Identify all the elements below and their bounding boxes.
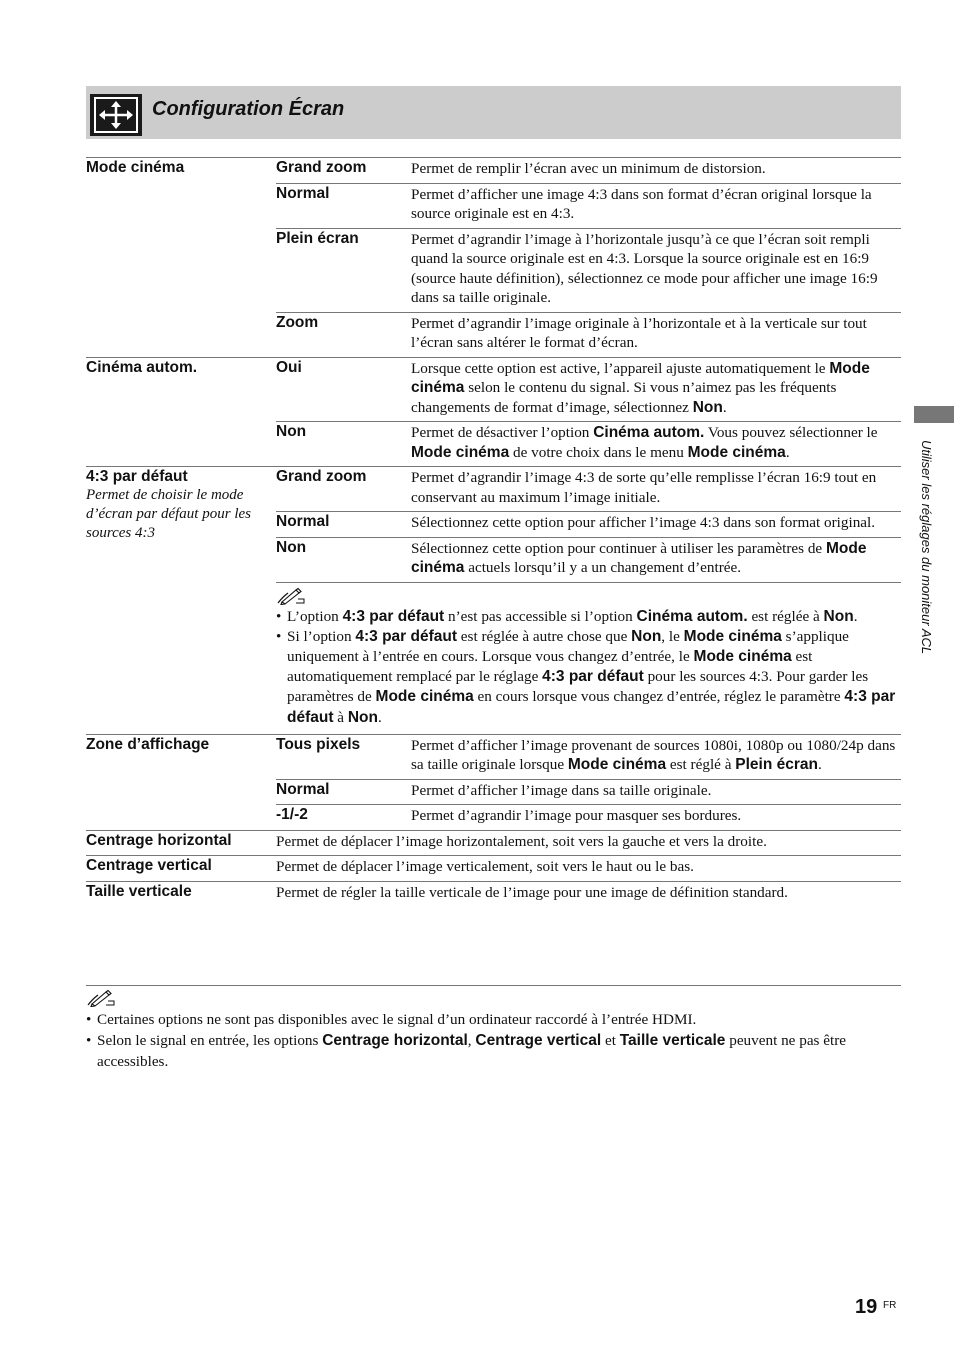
option-description: Sélectionnez cette option pour continuer à utiliser les paramètres de Mode cinéma actuels lorsqu’il y a un changement d’entrée. xyxy=(411,539,867,576)
option-label: Normal xyxy=(276,513,330,530)
option-label: Zoom xyxy=(276,313,319,331)
option-description: Permet de déplacer l’image horizontalement, soit vers la gauche et vers la droite. xyxy=(276,832,767,850)
section-header xyxy=(86,86,901,139)
category-label: Taille verticale xyxy=(86,882,192,900)
note-pencil-icon xyxy=(86,989,116,1007)
category-label: Centrage vertical xyxy=(86,857,212,875)
category-label: Cinéma autom. xyxy=(86,358,198,376)
option-label: -1/-2 xyxy=(276,806,308,824)
option-label: Non xyxy=(276,538,307,556)
category-label: Mode cinéma xyxy=(86,159,185,176)
bottom-notes xyxy=(86,989,896,1072)
screen-arrows-icon xyxy=(90,94,142,136)
note-block xyxy=(276,583,901,734)
option-description: Permet d’afficher l’image dans sa taille originale. xyxy=(411,781,712,799)
option-description: Permet de régler la taille verticale de l’image pour une image de définition standard. xyxy=(276,883,788,901)
option-description: Permet de déplacer l’image verticalement, soit vers le haut ou le bas. xyxy=(276,858,694,876)
table-row xyxy=(86,830,901,856)
chapter-side-label xyxy=(916,440,938,740)
chapter-title: Utiliser les réglages du moniteur ACL xyxy=(919,440,934,655)
settings-table xyxy=(86,157,901,906)
option-description: Permet d’afficher une image 4:3 dans son format d’écran original lorsque la source originale est en 4:3. xyxy=(411,185,872,222)
option-description: Permet d’agrandir l’image à l’horizontale jusqu’à ce que l’écran soit rempli quand la source originale est en 4:3. Lorsque la source originale est en 16:9 (source haute définition), sélectionnez ce mode pour afficher une image 16:9 dans sa taille originale. xyxy=(411,230,878,306)
category-label: 4:3 par défaut xyxy=(86,468,188,485)
option-label: Plein écran xyxy=(276,229,359,247)
table-row xyxy=(86,467,901,512)
table-row xyxy=(86,357,901,422)
table-row xyxy=(86,734,901,779)
option-label: Normal xyxy=(276,184,330,202)
page-number: 19 xyxy=(855,1296,878,1318)
option-label: Grand zoom xyxy=(276,159,367,176)
category-label: Zone d’affichage xyxy=(86,735,210,753)
table-row xyxy=(86,856,901,882)
table-row xyxy=(86,881,901,906)
option-description: Lorsque cette option est active, l’appareil ajuste automatiquement le Mode cinéma selon le contenu du signal. Si vous n’aimez pas les fréquents changements de format d’image, sélectionnez Non. xyxy=(411,359,870,416)
note-item: • L’option 4:3 par défaut n’est pas accessible si l’option Cinéma autom. est réglée à Non. xyxy=(276,607,901,627)
option-description: Permet d’agrandir l’image originale à l’horizontale et à la verticale sur tout l’écran sans altérer le format d’écran. xyxy=(411,314,867,351)
category-description: Permet de choisir le mode d’écran par défaut pour les sources 4:3 xyxy=(86,487,251,541)
note-item: • Certaines options ne sont pas disponibles avec le signal d’un ordinateur raccordé à l’entrée HDMI. xyxy=(86,1009,896,1030)
option-label: Oui xyxy=(276,358,302,376)
option-description: Permet d’agrandir l’image 4:3 de sorte qu’elle remplisse l’écran 16:9 tout en conservant au maximum l’image initiale. xyxy=(411,469,877,506)
option-description: Sélectionnez cette option pour afficher l’image 4:3 dans son format original. xyxy=(411,514,876,531)
option-label: Non xyxy=(276,423,307,440)
note-item: • Selon le signal en entrée, les options Centrage horizontal, Centrage vertical et Taille verticale peuvent ne pas être accessibles. xyxy=(86,1030,896,1072)
section-title: Configuration Écran xyxy=(152,98,345,120)
table-bottom-rule xyxy=(86,985,901,986)
page-language: FR xyxy=(883,1300,897,1311)
table-row xyxy=(86,158,901,184)
option-label: Tous pixels xyxy=(276,735,361,753)
option-description: Permet de remplir l’écran avec un minimum de distorsion. xyxy=(411,160,766,177)
option-description: Permet d’afficher l’image provenant de sources 1080i, 1080p ou 1080/24p dans sa taille originale lorsque Mode cinéma est réglé à Plein écran. xyxy=(411,736,896,774)
chapter-tab-marker xyxy=(914,406,954,423)
note-pencil-icon xyxy=(276,587,306,605)
category-label: Centrage horizontal xyxy=(86,831,232,849)
option-label: Grand zoom xyxy=(276,468,367,485)
note-item: • Si l’option 4:3 par défaut est réglée à autre chose que Non, le Mode cinéma s’applique uniquement à l’entrée en cours. Lorsque vous changez d’entrée, le Mode cinéma est automatiquement remplacé par le réglage 4:3 par défaut pour les sources 4:3. Pour garder les paramètres de Mode cinéma en cours lorsque vous changez d’entrée, réglez le paramètre 4:3 par défaut à Non. xyxy=(276,627,901,728)
option-label: Normal xyxy=(276,780,330,798)
option-description: Permet d’agrandir l’image pour masquer ses bordures. xyxy=(411,807,742,825)
option-description: Permet de désactiver l’option Cinéma autom. Vous pouvez sélectionner le Mode cinéma de votre choix dans le menu Mode cinéma. xyxy=(411,424,878,461)
